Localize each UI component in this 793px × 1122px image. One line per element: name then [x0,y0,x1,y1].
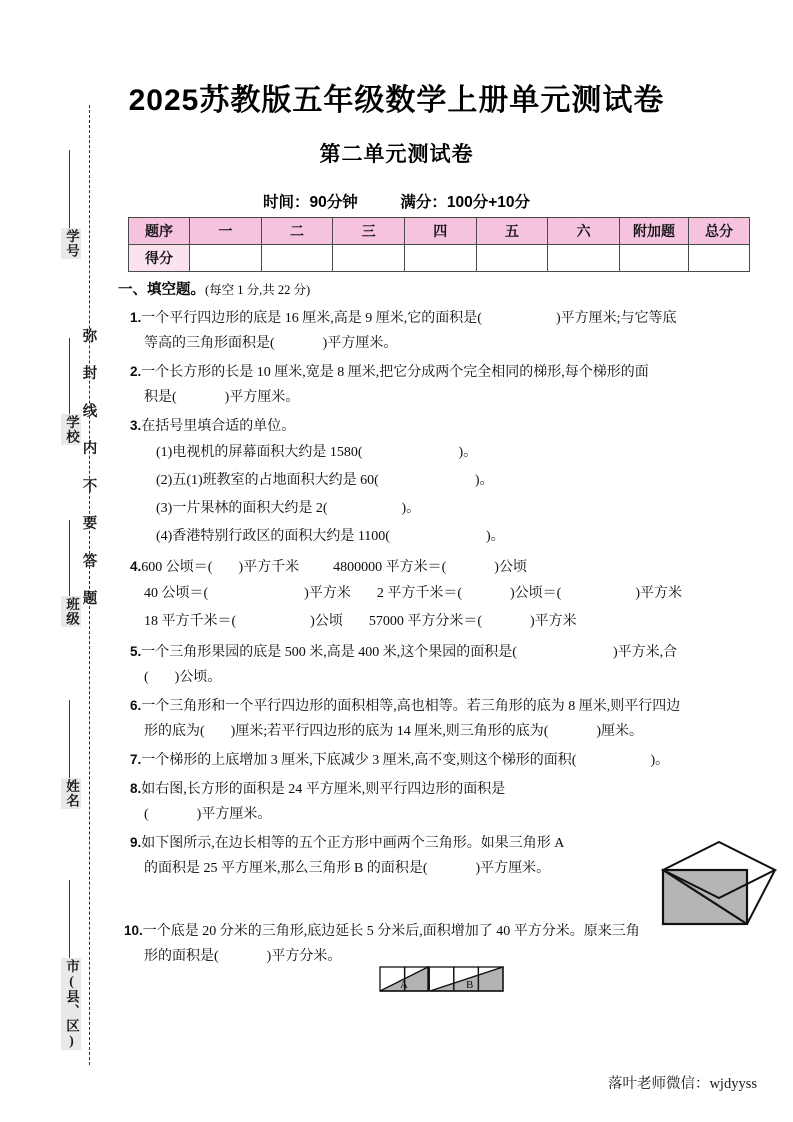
score-cell-total[interactable] [689,245,750,272]
question-8-figure [657,836,787,932]
question-4-r1-left-a: 600 公顷＝( [141,560,213,575]
score-cell-bonus[interactable] [620,245,689,272]
question-6-text-b: 形的底为( [144,724,205,739]
question-6-text-c: )厘米;若平行四边形的底为 14 厘米,则三角形的底为( [230,724,549,739]
table-row-score [129,245,750,272]
score-cell-4[interactable] [404,245,476,272]
question-3-item-3-text-a: (3)一片果林的面积大约是 2( [156,501,328,516]
question-8-line-1 [130,776,650,802]
question-2-text-a: 一个长方形的长是 10 厘米,宽是 8 厘米,把它分成两个完全相同的梯形,每个梯形的面 [141,365,649,380]
question-5-line-2 [130,665,758,690]
score-cell-3[interactable] [333,245,405,272]
question-8-line-2 [130,802,650,827]
score-table-col-bonus: 附加题 [620,218,689,245]
seal-char: 弥 [82,328,98,345]
seal-char: 答 [82,553,98,570]
score-table [128,217,750,272]
question-1-text-a: 一个平行四边形的底是 16 厘米,高是 9 厘米,它的面积是( [141,311,482,326]
sealing-line-text [77,318,103,618]
question-3-number: 3. [130,418,142,433]
seal-char: 要 [82,516,98,532]
question-4-r3-right-a: 57000 平方分米＝( [368,614,483,629]
question-2-text-b: 积是( [144,390,177,405]
triangle-a-label: A [400,979,408,991]
question-1 [118,305,758,356]
score-cell-2[interactable] [261,245,333,272]
score-table-col-2: 二 [261,218,333,245]
question-5-text-c: ( [144,670,149,685]
question-4-r3-left-a: 18 平方千米＝( [144,614,237,629]
question-5-text-b: )平方米,合 [612,645,678,660]
question-6-line-2 [130,719,758,744]
question-1-text-b: )平方厘米;与它等底 [555,311,677,326]
seal-char: 不 [82,478,98,495]
question-4-r2-right-b: )公顷＝( [510,586,562,601]
score-table-col-4: 四 [404,218,476,245]
question-4-r2-right-a: 2 平方千米＝( [376,586,463,601]
question-6-number: 6. [130,698,142,713]
question-5-text-d: )公顷。 [174,670,222,685]
score-cell-1[interactable] [190,245,262,272]
seal-char: 题 [82,591,98,607]
exam-total-score: 满分：100分+10分 [400,194,531,211]
question-4-r2-right-c: )平方米 [635,586,683,601]
question-9-figure [378,964,506,994]
question-5-text-a: 一个三角形果园的底是 500 米,高是 400 米,这个果园的面积是( [141,645,517,660]
question-8-text-b: ( [144,807,149,822]
seal-char: 封 [82,366,98,382]
five-squares-triangles-diagram [378,964,506,994]
field-label-class: 班级 [61,596,81,627]
page-subtitle: 第二单元测试卷 [319,143,474,166]
question-8-number: 8. [130,781,142,796]
question-3-item-2 [130,467,758,495]
section-heading-points: (每空 1 分,共 22 分) [205,283,311,297]
question-6 [118,693,758,744]
question-5 [118,639,758,690]
question-3-item-3-text-b: )。 [401,501,421,516]
score-table-col-total: 总分 [689,218,750,245]
rectangle-parallelogram-diagram [657,836,787,932]
question-7-text-a: 一个梯形的上底增加 3 厘米,下底减少 3 厘米,高不变,则这个梯形的面积( [141,753,577,768]
question-6-text-a: 一个三角形和一个平行四边形的面积相等,高也相等。若三角形的底为 8 厘米,则平行四边 [141,699,681,714]
page-title: 2025苏教版五年级数学上册单元测试卷 [128,84,665,117]
field-label-name: 姓名 [61,778,81,809]
question-4 [118,554,758,636]
question-1-text-d: )平方厘米。 [322,336,398,351]
field-rule-class [69,520,70,604]
question-5-line-1 [130,639,758,665]
field-rule-name [69,700,70,784]
question-3-item-1 [130,439,758,467]
question-9-text-b: 的面积是 25 平方厘米,那么三角形 B 的面积是( [144,861,428,876]
seal-char: 线 [82,403,98,420]
question-4-number: 4. [130,559,142,574]
footer-contact: 落叶老师微信：wjdyyss [607,1076,757,1092]
field-label-school: 学校 [61,414,81,445]
question-3-item-1-text-b: )。 [458,445,478,460]
question-3-item-4-text-b: )。 [485,529,505,544]
field-label-student-id: 学号 [61,228,81,259]
question-4-r1-left-b: )平方千米 [238,560,300,575]
field-rule-city [69,880,70,964]
question-8-text-c: )平方厘米。 [196,807,272,822]
question-4-r1-right-a: 4800000 平方米＝( [333,560,447,575]
question-3-item-2-text-a: (2)五(1)班教室的占地面积大约是 60( [156,473,379,488]
question-3-item-3 [130,495,758,523]
triangle-b-label: B [466,979,474,991]
score-table-col-5: 五 [476,218,548,245]
question-3-item-1-text-a: (1)电视机的屏幕面积大约是 1580( [156,445,363,460]
exam-meta-line [0,190,793,212]
question-9-line-1 [130,830,650,856]
question-5-number: 5. [130,644,142,659]
question-1-text-c: 等高的三角形面积是( [144,336,275,351]
sealing-margin-column [0,0,110,1122]
question-4-row-3 [118,608,758,636]
question-4-r3-right-b: )平方米 [530,614,577,629]
question-1-line-2 [130,331,758,356]
question-3-item-4-text-a: (4)香港特别行政区的面积大约是 1100( [156,529,390,544]
question-10-text-c: )平方分米。 [266,949,342,964]
question-4-r3-left-b: )公顷 [310,614,343,629]
question-1-line-1 [130,305,758,331]
question-9-text-a: 如下图所示,在边长相等的五个正方形中画两个三角形。如果三角形 A [141,836,565,851]
field-label-city: 市(县、区) [61,958,81,1050]
seal-char: 内 [82,441,98,457]
question-9-text-c: )平方厘米。 [475,861,551,876]
question-9 [118,830,650,915]
question-3-stem: 在括号里填合适的单位。 [141,419,296,434]
question-7-number: 7. [130,752,142,767]
score-table-col-3: 三 [333,218,405,245]
question-10-text-b: 形的面积是( [144,949,219,964]
score-cell-5[interactable] [476,245,548,272]
question-7-line-1 [130,747,758,773]
question-4-r2-left-b: )平方米 [304,586,351,601]
question-2-number: 2. [130,364,142,379]
question-3-item-2-text-b: )。 [474,473,494,488]
question-2-text-c: )平方厘米。 [224,390,300,405]
question-4-row-1 [118,554,758,580]
question-10-text-a: 一个底是 20 分米的三角形,底边延长 5 分米后,面积增加了 40 平方分米。原来三角 [142,924,640,939]
question-2-line-1 [130,359,758,385]
question-3-item-4 [130,523,758,551]
score-table-row-header-bottom: 得分 [129,245,190,272]
section-heading-label: 一、填空题。 [118,282,205,298]
score-table-row-header-top: 题序 [129,218,190,245]
table-row-question-order [129,218,750,245]
score-table-col-6: 六 [548,218,620,245]
question-2-line-2 [130,385,758,410]
question-6-line-1 [130,693,758,719]
question-8-text-a: 如右图,长方形的面积是 24 平方厘米,则平行四边形的面积是 [141,782,506,797]
score-cell-6[interactable] [548,245,620,272]
question-7 [118,747,758,773]
question-8 [118,776,650,827]
question-9-number: 9. [130,835,142,850]
score-table-col-1: 一 [190,218,262,245]
field-rule-school [69,338,70,422]
question-3-line-1 [130,413,758,439]
section-heading [118,278,758,299]
question-2 [118,359,758,410]
question-4-row-2 [118,580,758,608]
question-3 [118,413,758,551]
question-6-text-d: )厘米。 [596,724,644,739]
question-1-number: 1. [130,310,142,325]
question-10-number: 10. [124,923,143,938]
question-7-text-b: )。 [650,753,670,768]
question-4-r1-right-b: )公顷 [494,560,527,575]
question-4-r2-left-a: 40 公顷＝( [144,586,209,601]
exam-duration: 时间：90分钟 [262,194,358,211]
